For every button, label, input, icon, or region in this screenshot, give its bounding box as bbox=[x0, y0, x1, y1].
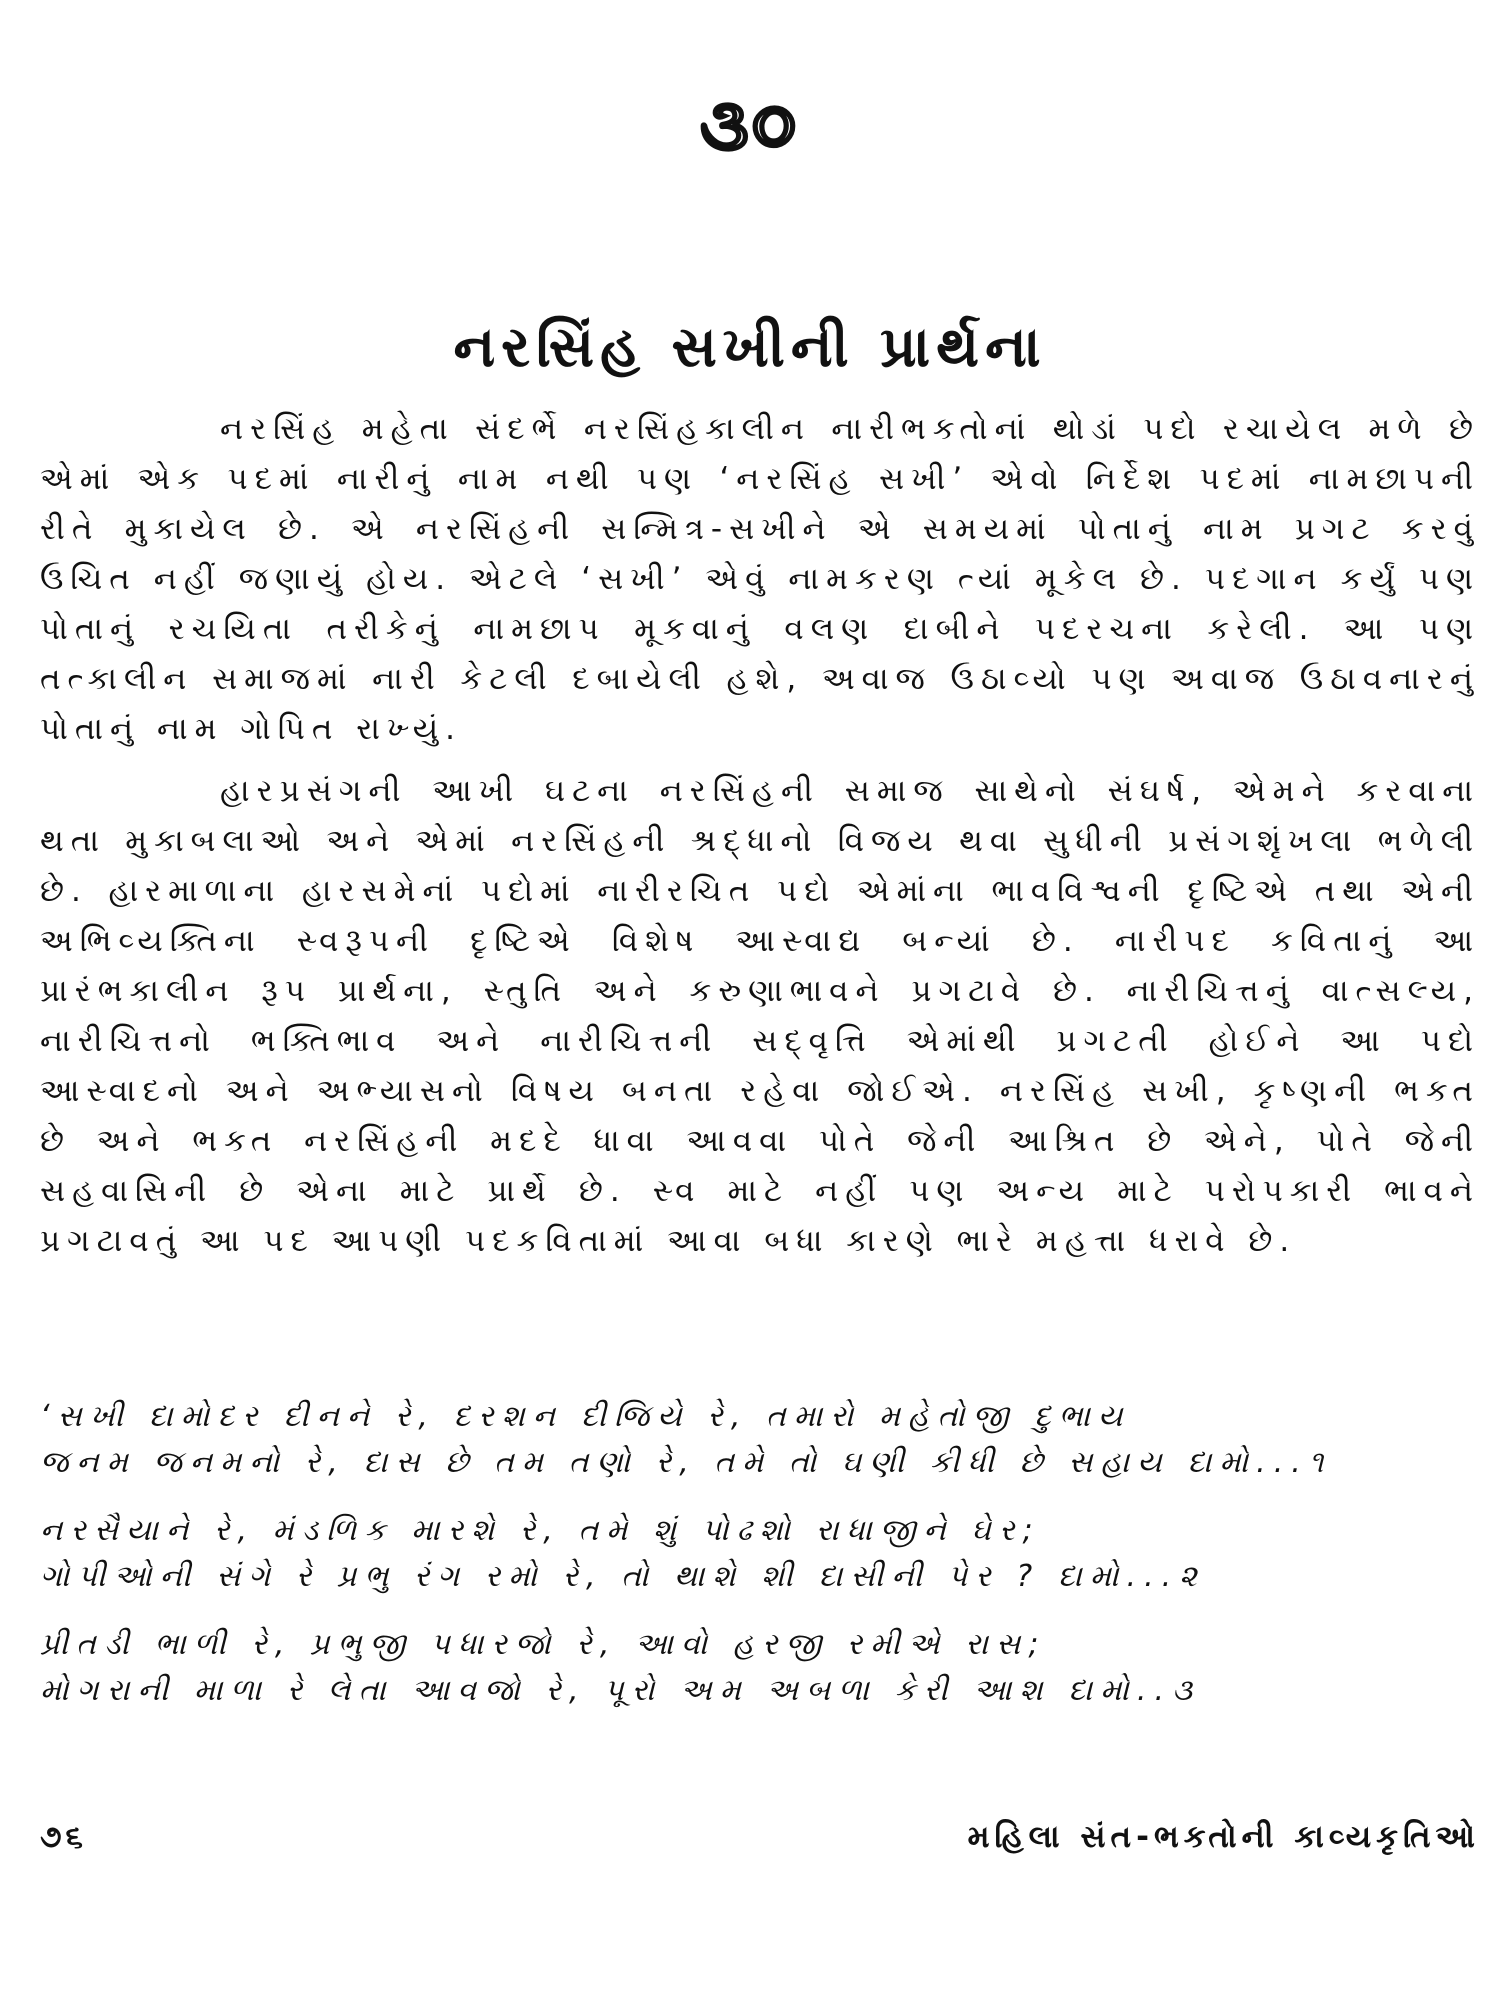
poem-stanza bbox=[40, 1508, 1480, 1600]
poem-line: જનમ જનમનો રે, દાસ છે તમ તણો રે, તમે તો ઘણી કીધી છે સહાય દામો...૧ bbox=[40, 1445, 1332, 1480]
chapter-number: ૩૦ bbox=[700, 82, 800, 166]
page-title: નરસિંહ સખીની પ્રાર્થના bbox=[453, 315, 1047, 380]
page-number: ૭૬ bbox=[40, 1819, 87, 1855]
book-title: મહિલા સંત-ભક્તોની કાવ્યકૃતિઓ bbox=[967, 1819, 1480, 1855]
body-text bbox=[40, 404, 1480, 1266]
poem-line: મોગરાની માળા રે લેતા આવજો રે, પૂરો અમ અબળા કેરી આશ દામો..૩ bbox=[40, 1673, 1200, 1708]
poem-line: નરસૈયાને રે, મંડળિક મારશે રે, તમે શું પોઢશો રાધાજીને ઘેર; bbox=[40, 1513, 1041, 1548]
poem-stanza bbox=[40, 1394, 1480, 1486]
page-footer bbox=[40, 1812, 1480, 1862]
poem-stanza bbox=[40, 1622, 1480, 1714]
paragraph-intro: નરસિંહ મહેતા સંદર્ભે નરસિંહકાલીન નારીભક્તોનાં થોડાં પદો રચાયેલ મળે છે એમાં એક પદમાં નારીનું નામ નથી પણ ‘નરસિંહ સખી’ એવો નિર્દેશ પદમાં નામછાપની રીતે મુકાયેલ છે. એ નરસિંહની સન્મિત્ર-સખીને એ સમયમાં પોતાનું નામ પ્રગટ કરવું ઉચિત નહીં જણાયું હોય. એટલે ‘સખી’ એવું નામકરણ ત્યાં મૂકેલ છે. પદગાન કર્યું પણ પોતાનું રચયિતા તરીકેનું નામછાપ મૂકવાનું વલણ દાબીને પદરચના કરેલી. આ પણ તત્કાલીન સમાજમાં નારી કેટલી દબાયેલી હશે, અવાજ ઉઠાવ્યો પણ અવાજ ઉઠાવનારનું પોતાનું નામ ગોપિત રાખ્યું. bbox=[40, 411, 1480, 747]
poem-line: ગોપીઓની સંગે રે પ્રભુ રંગ રમો રે, તો થાશે શી દાસીની પેર ? દામો...૨ bbox=[40, 1559, 1205, 1594]
poem bbox=[40, 1394, 1480, 1736]
poem-line: પ્રીતડી ભાળી રે, પ્રભુજી પધારજો રે, આવો હરજી રમીએ રાસ; bbox=[40, 1627, 1047, 1662]
paragraph-analysis: હારપ્રસંગની આખી ઘટના નરસિંહની સમાજ સાથેનો સંઘર્ષ, એમને કરવાના થતા મુકાબલાઓ અને એમાં નરસિંહની શ્રદ્ધાનો વિજય થવા સુધીની પ્રસંગશૃંખલા ભળેલી છે. હારમાળાના હારસમેનાં પદોમાં નારીરચિત પદો એમાંના ભાવવિશ્વની દૃષ્ટિએ તથા એની અભિવ્યક્તિના સ્વરૂપની દૃષ્ટિએ વિશેષ આસ્વાદ્ય બન્યાં છે. નારીપદ કવિતાનું આ પ્રારંભકાલીન રૂપ પ્રાર્થના, સ્તુતિ અને કરુણાભાવને પ્રગટાવે છે. નારીચિત્તનું વાત્સલ્ય, નારીચિત્તનો ભક્તિભાવ અને નારીચિત્તની સદ્‌વૃત્તિ એમાંથી પ્રગટતી હોઈને આ પદો આસ્વાદનો અને અભ્યાસનો વિષય બનતા રહેવા જોઈએ. નરસિંહ સખી, કૃષ્ણની ભક્ત છે અને ભક્ત નરસિંહની મદદે ધાવા આવવા પોતે જેની આશ્રિત છે એને, પોતે જેની સહવાસિની છે એના માટે પ્રાર્થે છે. સ્વ માટે નહીં પણ અન્ય માટે પરોપકારી ભાવને પ્રગટાવતું આ પદ આપણી પદકવિતામાં આવા બધા કારણે ભારે મહત્તા ધરાવે છે. bbox=[40, 773, 1480, 1259]
poem-line: ‘સખી દામોદર દીનને રે, દરશન દીજિયે રે, તમારો મહેતોજી દુભાય bbox=[40, 1399, 1131, 1434]
